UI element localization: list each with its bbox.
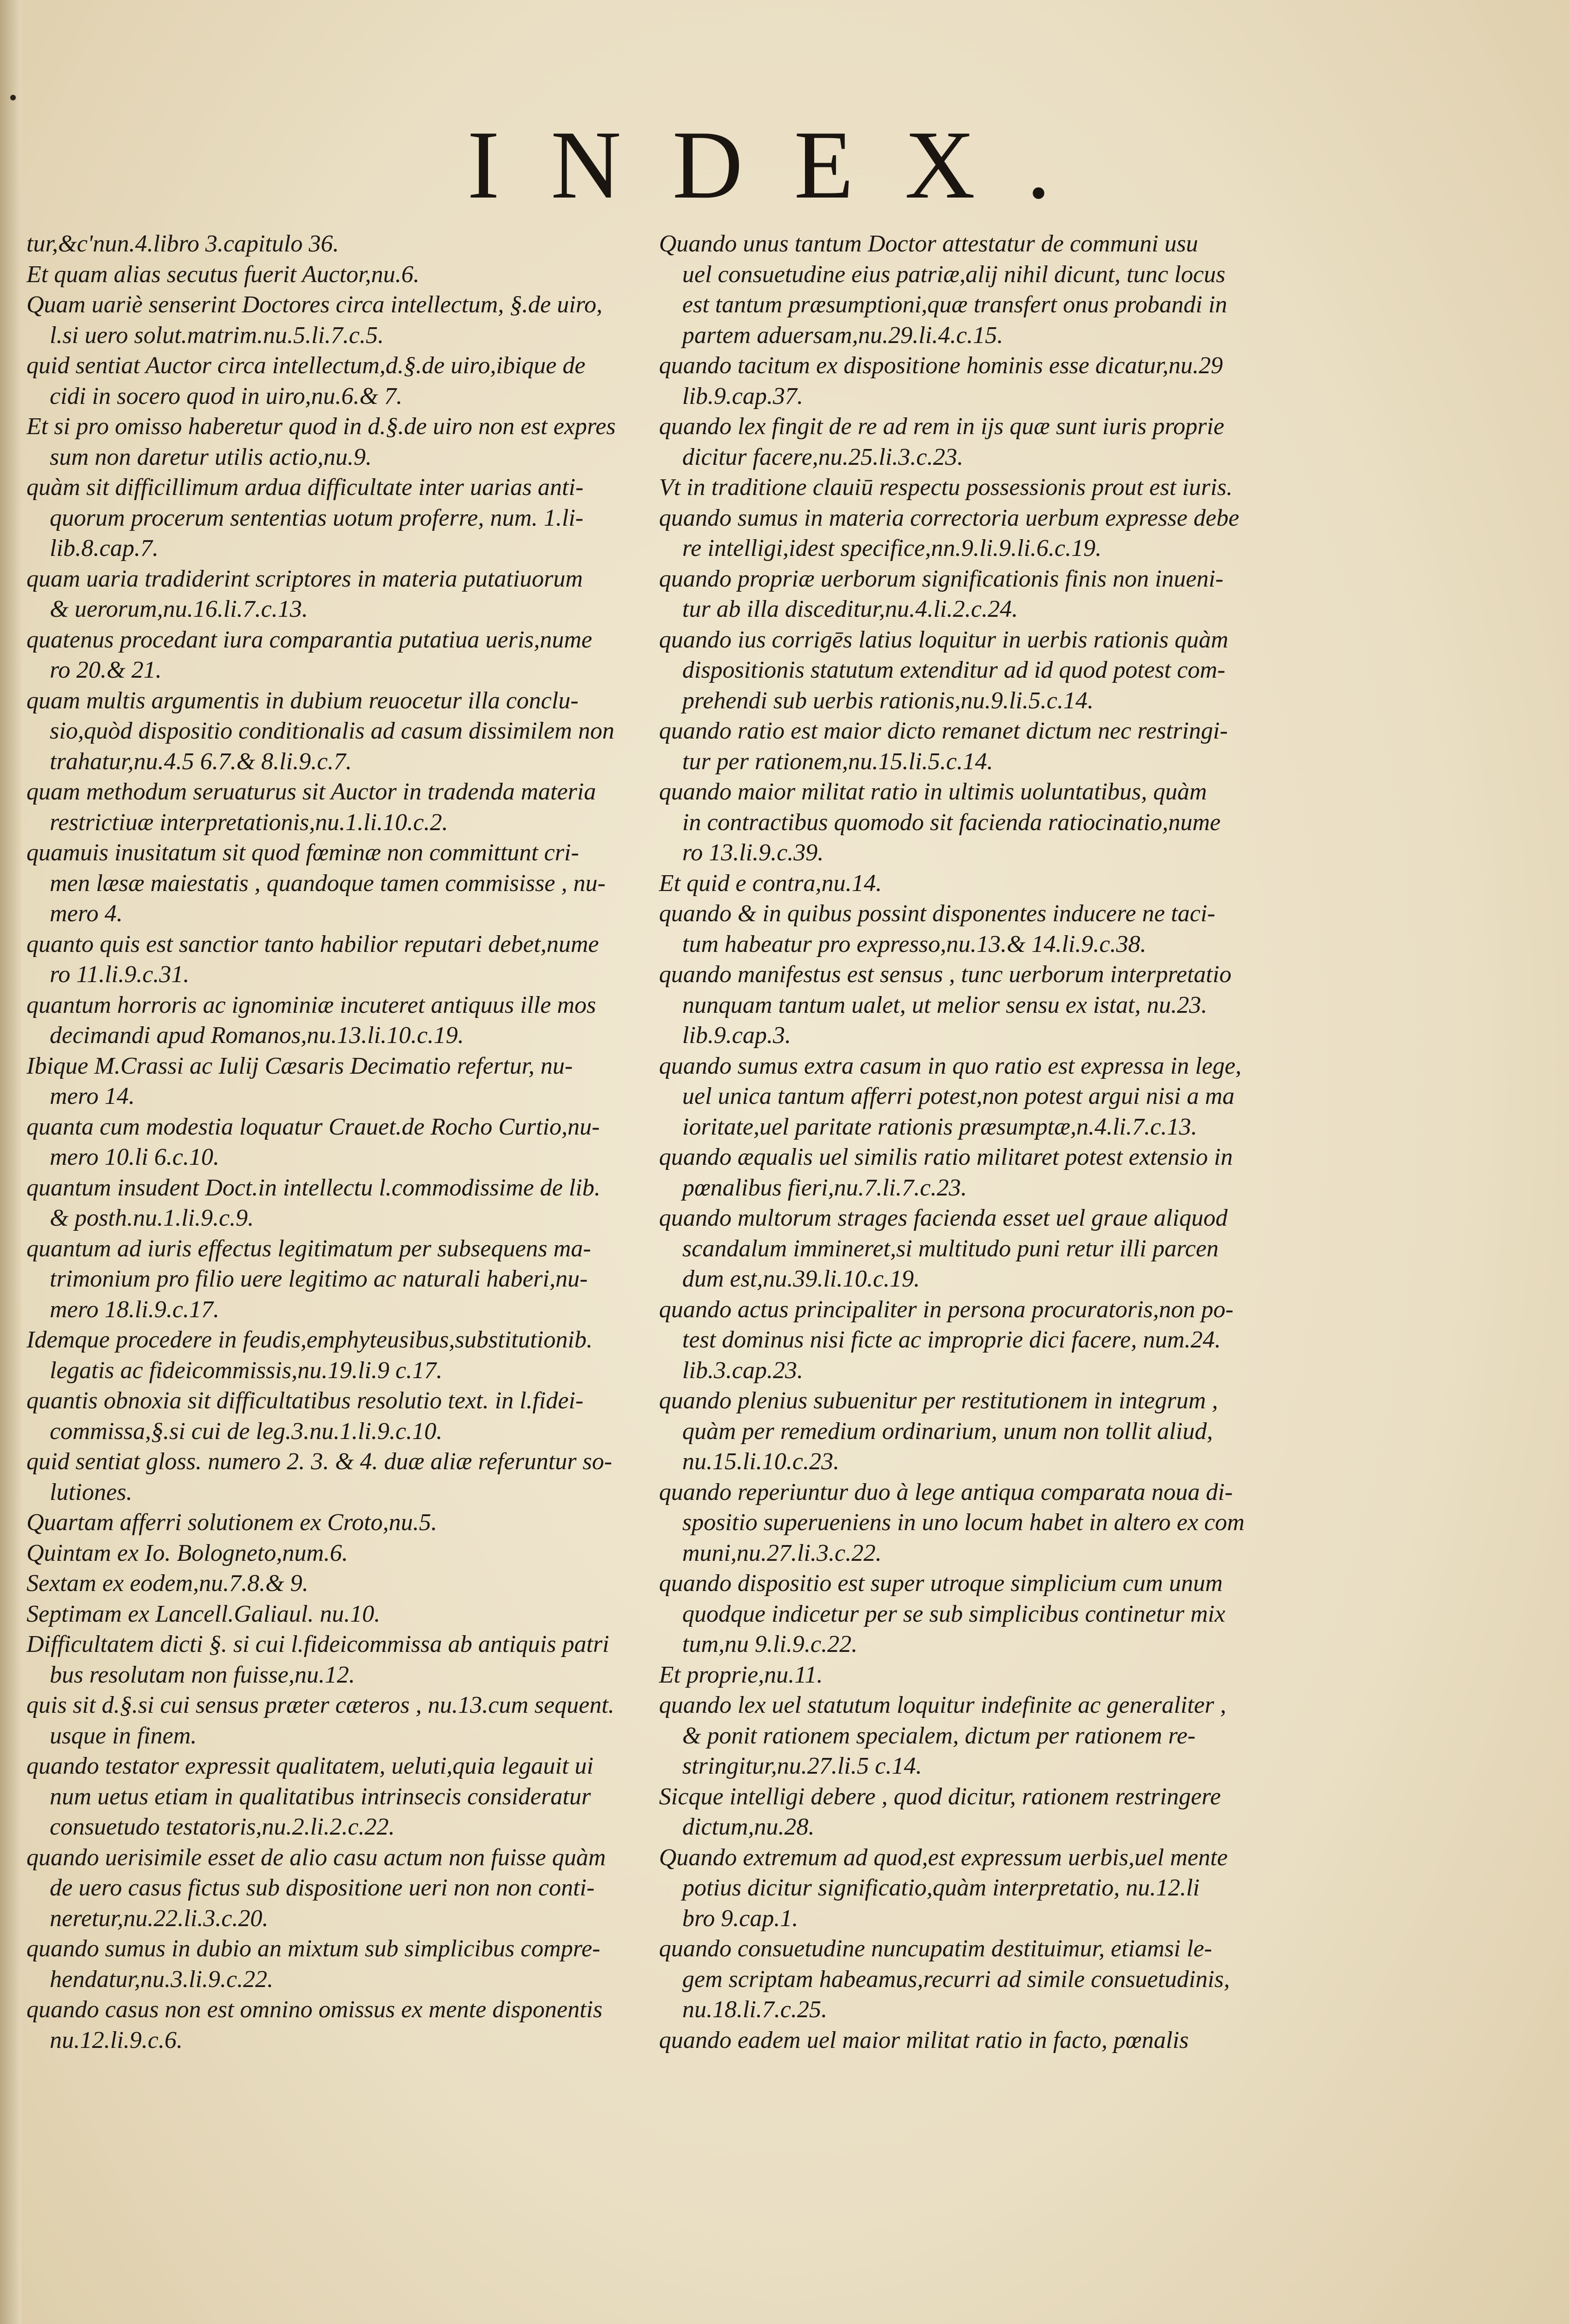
index-entry-line: uel consuetudine eius patriæ,alij nihil dicunt, tunc locus <box>682 261 1226 288</box>
ink-speck <box>10 95 16 100</box>
index-entry-line: Quintam ex Io. Bologneto,num.6. <box>26 1539 348 1566</box>
index-entry-line: potius dicitur significatio,quàm interpretatio, nu.12.li <box>682 1875 1200 1901</box>
index-entry-line: quando eadem uel maior militat ratio in facto, pœnalis <box>659 2027 1189 2053</box>
index-entry-line: est tantum præsumptioni,quæ transfert onus probandi in <box>682 291 1227 318</box>
index-entry-line: Quartam afferri solutionem ex Croto,nu.5. <box>26 1509 437 1536</box>
index-entry-line: stringitur,nu.27.li.5 c.14. <box>682 1753 922 1779</box>
index-entry <box>659 1477 1284 1569</box>
index-entry-line: quando ratio est maior dicto remanet dictum nec restringi- <box>659 718 1228 744</box>
index-entry-line: quodque indicetur per se sub simplicibus continetur mix <box>682 1600 1226 1627</box>
index-entry-line: quando dispositio est super utroque simplicium cum unum <box>659 1570 1223 1597</box>
index-entry <box>659 868 1284 899</box>
index-entry <box>26 929 649 990</box>
index-entry <box>26 625 649 686</box>
index-entry <box>26 1234 649 1325</box>
index-entry-line: quando sumus in dubio an mixtum sub simplicibus compre- <box>26 1935 600 1962</box>
index-entry <box>659 716 1284 777</box>
index-entry <box>26 1994 649 2055</box>
index-entry-line: quando propriæ uerborum significationis finis non inueni- <box>659 565 1224 592</box>
index-entry-line: consuetudo testatoris,nu.2.li.2.c.22. <box>50 1814 395 1840</box>
index-entry-line: dictum,nu.28. <box>682 1814 815 1840</box>
index-entry <box>26 350 649 411</box>
index-entry <box>26 1842 649 1934</box>
index-entry <box>659 1842 1284 1934</box>
index-entry <box>659 777 1284 868</box>
index-entry-line: quam methodum seruaturus sit Auctor in tradenda materia <box>26 779 596 805</box>
index-entry-line: quando tacitum ex dispositione hominis esse dicatur,nu.29 <box>659 352 1223 379</box>
index-entry-line: quando ius corrigēs latius loquitur in uerbis rationis quàm <box>659 626 1228 653</box>
index-entry-line: scandalum immineret,si multitudo puni retur illi parcen <box>682 1235 1219 1262</box>
index-entry-line: quando plenius subuenitur per restitutionem in integrum , <box>659 1387 1218 1414</box>
index-entry <box>26 1538 649 1569</box>
index-entry-line: uel unica tantum afferri potest,non potest argui nisi a ma <box>682 1083 1235 1109</box>
index-entry <box>659 1782 1284 1842</box>
index-entry-line: quando consuetudine nuncupatim destituimur, etiamsi le- <box>659 1935 1213 1962</box>
index-entry-line: mero 10.li 6.c.10. <box>50 1144 219 1170</box>
index-entry <box>26 1173 649 1234</box>
index-entry-line: trimonium pro filio uere legitimo ac naturali haberi,nu- <box>50 1266 588 1292</box>
index-entry-line: quando æqualis uel similis ratio militaret potest extensio in <box>659 1144 1233 1170</box>
index-entry-line: de uero casus fictus sub dispositione ueri non non conti- <box>50 1875 595 1901</box>
index-entry-line: cidi in socero quod in uiro,nu.6.& 7. <box>50 383 402 409</box>
index-entry-line: dicitur facere,nu.25.li.3.c.23. <box>682 443 963 470</box>
index-entry <box>26 1507 649 1538</box>
index-entry <box>26 1568 649 1599</box>
index-entry <box>659 564 1284 625</box>
index-entry-line: quam multis argumentis in dubium reuocetur illa conclu- <box>26 687 579 714</box>
index-entry <box>659 411 1284 472</box>
index-entry-line: Et proprie,nu.11. <box>659 1661 823 1688</box>
index-entry-line: sum non daretur utilis actio,nu.9. <box>50 443 372 470</box>
index-entry-line: Difficultatem dicti §. si cui l.fideicommissa ab antiquis patri <box>26 1631 609 1657</box>
index-entry-line: tur per rationem,nu.15.li.5.c.14. <box>682 748 993 775</box>
index-entry-line: dum est,nu.39.li.10.c.19. <box>682 1266 920 1292</box>
index-entry <box>659 1294 1284 1386</box>
index-entry-line: Vt in traditione clauiū respectu possessionis prout est iuris. <box>659 474 1233 501</box>
index-entry-line: bro 9.cap.1. <box>682 1905 798 1932</box>
index-entry-line: tum,nu 9.li.9.c.22. <box>682 1631 857 1657</box>
index-entry-line: quando sumus in materia correctoria uerbum expresse debe <box>659 504 1239 531</box>
index-entry-line: ro 20.& 21. <box>50 657 162 683</box>
index-entry <box>26 1325 649 1386</box>
index-entry-line: l.si uero solut.matrim.nu.5.li.7.c.5. <box>50 322 384 349</box>
index-entry-line: quando lex uel statutum loquitur indefinite ac generaliter , <box>659 1692 1226 1718</box>
index-entry-line: muni,nu.27.li.3.c.22. <box>682 1539 882 1566</box>
index-entry <box>26 1934 649 1994</box>
index-entry <box>659 472 1284 503</box>
index-entry-line: quando actus principaliter in persona procuratoris,non po- <box>659 1296 1233 1323</box>
index-entry-line: Sicque intelligi debere , quod dicitur, rationem restringere <box>659 1783 1221 1810</box>
index-entry-line: ro 11.li.9.c.31. <box>50 961 190 988</box>
index-entry <box>26 259 649 290</box>
index-entry-line: & posth.nu.1.li.9.c.9. <box>50 1205 254 1231</box>
index-entry-line: Quando unus tantum Doctor attestatur de communi usu <box>659 231 1198 257</box>
index-entry-line: restrictiuæ interpretationis,nu.1.li.10.c.2. <box>50 809 448 836</box>
index-entry-line: quatenus procedant iura comparantia putatiua ueris,nume <box>26 626 593 653</box>
page-title: INDEX. <box>467 111 1102 219</box>
index-entry <box>26 838 649 929</box>
index-entry <box>26 1751 649 1842</box>
index-entry-line: quis sit d.§.si cui sensus præter cæteros , nu.13.cum sequent. <box>26 1692 614 1718</box>
index-entry <box>26 472 649 564</box>
index-entry-line: lutiones. <box>50 1479 132 1505</box>
index-entry-line: spositio superueniens in uno locum habet in altero ex com <box>682 1509 1245 1536</box>
index-entry <box>26 564 649 625</box>
index-entry-line: decimandi apud Romanos,nu.13.li.10.c.19. <box>50 1022 464 1049</box>
index-entry-line: tur,&c'nun.4.libro 3.capitulo 36. <box>26 231 339 257</box>
index-entry-line: Sextam ex eodem,nu.7.8.& 9. <box>26 1570 309 1597</box>
index-entry-line: quando casus non est omnino omissus ex mente disponentis <box>26 1996 603 2023</box>
index-entry-line: mero 18.li.9.c.17. <box>50 1296 219 1323</box>
index-entry <box>26 1051 649 1112</box>
index-entry-line: mero 14. <box>50 1083 135 1109</box>
index-entry <box>26 1690 649 1751</box>
index-entry-line: lib.9.cap.3. <box>682 1022 791 1049</box>
index-entry-line: tum habeatur pro expresso,nu.13.& 14.li.9.c.38. <box>682 931 1147 957</box>
index-entry-line: quando multorum strages facienda esset uel graue aliquod <box>659 1205 1228 1231</box>
index-entry-line: quàm per remedium ordinarium, unum non tollit aliud, <box>682 1418 1213 1445</box>
index-entry-line: Idemque procedere in feudis,emphyteusibus,substitutionib. <box>26 1327 593 1353</box>
index-entry-line: & uerorum,nu.16.li.7.c.13. <box>50 596 308 622</box>
index-entry-line: nu.18.li.7.c.25. <box>682 1996 827 2023</box>
index-entry-line: quando testator expressit qualitatem, ueluti,quia legauit ui <box>26 1753 593 1779</box>
index-entry <box>659 898 1284 959</box>
index-entry-line: quanto quis est sanctior tanto habilior reputari debet,nume <box>26 931 599 957</box>
index-entry <box>659 1051 1284 1142</box>
index-entry-line: quantum insudent Doct.in intellectu l.commodissime de lib. <box>26 1174 600 1201</box>
index-entry-line: quando manifestus est sensus , tunc uerborum interpretatio <box>659 961 1232 988</box>
index-entry <box>26 229 649 259</box>
index-entry-line: tur ab illa disceditur,nu.4.li.2.c.24. <box>682 596 1018 622</box>
index-entry <box>659 503 1284 564</box>
index-entry <box>26 1599 649 1630</box>
index-entry-line: re intelligi,idest specifice,nn.9.li.9.li.6.c.19. <box>682 535 1102 561</box>
index-entry <box>659 1568 1284 1660</box>
index-entry-line: quid sentiat gloss. numero 2. 3. & 4. duæ aliæ referuntur so- <box>26 1448 613 1475</box>
index-entry-line: nu.15.li.10.c.23. <box>682 1448 839 1475</box>
index-entry-line: gem scriptam habeamus,recurri ad simile consuetudinis, <box>682 1966 1230 1993</box>
index-entry <box>26 686 649 777</box>
index-entry <box>659 1660 1284 1690</box>
index-entry <box>26 1112 649 1173</box>
index-entry-line: lib.8.cap.7. <box>50 535 158 561</box>
index-entry-line: partem aduersam,nu.29.li.4.c.15. <box>682 322 1003 349</box>
index-entry-line: quando lex fingit de re ad rem in ijs quæ sunt iuris proprie <box>659 413 1225 440</box>
index-entry-line: ro 13.li.9.c.39. <box>682 839 824 866</box>
index-entry-line: lib.3.cap.23. <box>682 1357 803 1384</box>
index-entry <box>659 1142 1284 1203</box>
index-column-right <box>659 229 1284 2055</box>
index-entry-line: nunquam tantum ualet, ut melior sensu ex istat, nu.23. <box>682 991 1207 1018</box>
index-entry-line: quando uerisimile esset de alio casu actum non fuisse quàm <box>26 1844 606 1871</box>
index-entry-line: usque in finem. <box>50 1722 197 1749</box>
index-entry-line: commissa,§.si cui de leg.3.nu.1.li.9.c.10. <box>50 1418 442 1445</box>
index-entry <box>26 290 649 350</box>
index-entry-line: legatis ac fideicommissis,nu.19.li.9 c.17. <box>50 1357 442 1384</box>
index-entry-line: bus resolutam non fuisse,nu.12. <box>50 1661 355 1688</box>
index-entry-line: sio,quòd dispositio conditionalis ad casum dissimilem non <box>50 718 614 744</box>
index-entry-line: quam uaria tradiderint scriptores in materia putatiuorum <box>26 565 583 592</box>
index-entry-line: & ponit rationem specialem, dictum per rationem re- <box>682 1722 1196 1749</box>
index-entry-line: Et quam alias secutus fuerit Auctor,nu.6. <box>26 261 420 288</box>
index-entry <box>26 990 649 1051</box>
index-entry <box>659 1690 1284 1782</box>
index-entry <box>659 1934 1284 2025</box>
index-entry-line: quando sumus extra casum in quo ratio est expressa in lege, <box>659 1052 1242 1079</box>
index-entry-line: trahatur,nu.4.5 6.7.& 8.li.9.c.7. <box>50 748 352 775</box>
binding-gutter <box>0 0 21 2324</box>
index-entry-line: Septimam ex Lancell.Galiaul. nu.10. <box>26 1600 381 1627</box>
index-entry-line: quorum procerum sententias uotum proferre, num. 1.li- <box>50 504 584 531</box>
index-entry-line: Et si pro omisso haberetur quod in d.§.de uiro non est expres <box>26 413 616 440</box>
index-entry-line: lib.9.cap.37. <box>682 383 803 409</box>
index-entry <box>659 2025 1284 2056</box>
index-entry-line: quanta cum modestia loquatur Crauet.de Rocho Curtio,nu- <box>26 1113 600 1140</box>
index-entry-line: test dominus nisi ficte ac improprie dici facere, num.24. <box>682 1327 1221 1353</box>
index-entry-line: Ibique M.Crassi ac Iulij Cæsaris Decimatio refertur, nu- <box>26 1052 573 1079</box>
index-entry-line: nu.12.li.9.c.6. <box>50 2027 183 2053</box>
index-entry <box>659 1386 1284 1477</box>
index-entry-line: quamuis inusitatum sit quod fœminæ non committunt cri- <box>26 839 579 866</box>
index-entry <box>659 229 1284 350</box>
index-entry <box>659 350 1284 411</box>
index-entry <box>26 1629 649 1690</box>
index-entry-line: Quando extremum ad quod,est expressum uerbis,uel mente <box>659 1844 1228 1871</box>
index-entry <box>659 625 1284 716</box>
index-entry <box>26 1446 649 1507</box>
index-entry <box>26 1386 649 1446</box>
index-entry-line: hendatur,nu.3.li.9.c.22. <box>50 1966 273 1993</box>
index-entry <box>659 1203 1284 1294</box>
index-entry-line: quantis obnoxia sit difficultatibus resolutio text. in l.fidei- <box>26 1387 584 1414</box>
index-entry-line: men læsæ maiestatis , quandoque tamen commisisse , nu- <box>50 870 606 897</box>
index-entry-line: quantum ad iuris effectus legitimatum per subsequens ma- <box>26 1235 591 1262</box>
index-entry-line: ioritate,uel paritate rationis præsumptæ,n.4.li.7.c.13. <box>682 1113 1197 1140</box>
index-entry-line: in contractibus quomodo sit facienda ratiocinatio,nume <box>682 809 1221 836</box>
index-entry-line: quando & in quibus possint disponentes inducere ne taci- <box>659 900 1215 927</box>
index-entry <box>659 959 1284 1051</box>
index-entry-line: neretur,nu.22.li.3.c.20. <box>50 1905 269 1932</box>
index-entry-line: prehendi sub uerbis rationis,nu.9.li.5.c.14. <box>682 687 1094 714</box>
index-entry-line: quantum horroris ac ignominiæ incuteret antiquus ille mos <box>26 991 596 1018</box>
index-column-left <box>26 229 649 2055</box>
index-entry-line: quando maior militat ratio in ultimis uoluntatibus, quàm <box>659 779 1207 805</box>
index-entry <box>26 777 649 838</box>
index-entry-line: pœnalibus fieri,nu.7.li.7.c.23. <box>682 1174 967 1201</box>
index-entry-line: num uetus etiam in qualitatibus intrinsecis consideratur <box>50 1783 591 1810</box>
index-entry-line: Quam uariè senserint Doctores circa intellectum, §.de uiro, <box>26 291 603 318</box>
index-entry-line: Et quid e contra,nu.14. <box>659 870 882 897</box>
index-entry-line: quando reperiuntur duo à lege antiqua comparata noua di- <box>659 1479 1233 1505</box>
index-entry <box>26 411 649 472</box>
index-entry-line: dispositionis statutum extenditur ad id quod potest com- <box>682 657 1226 683</box>
index-entry-line: quàm sit difficillimum ardua difficultate inter uarias anti- <box>26 474 584 501</box>
index-entry-line: mero 4. <box>50 900 123 927</box>
index-entry-line: quid sentiat Auctor circa intellectum,d.§.de uiro,ibique de <box>26 352 586 379</box>
